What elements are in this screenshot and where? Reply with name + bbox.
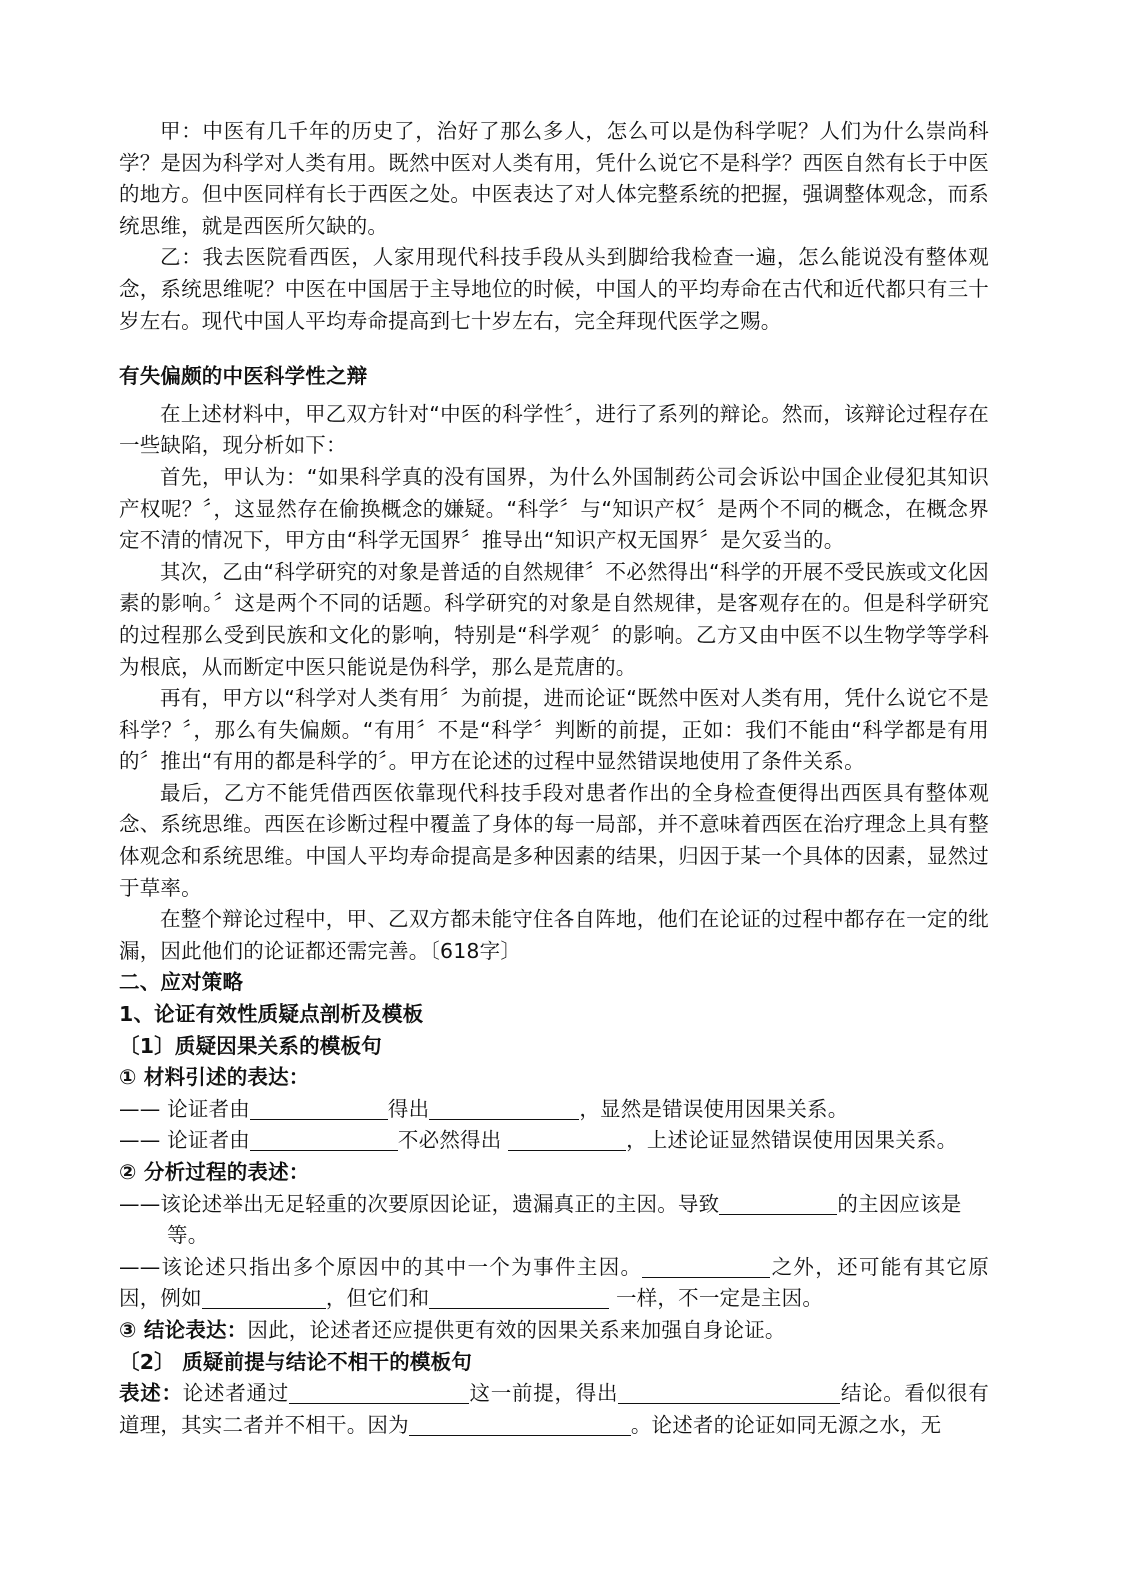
line-text: ，显然是错误使用因果关系。 — [579, 1096, 849, 1121]
essay-title: 有失偏颇的中医科学性之辩 — [119, 364, 368, 389]
essay-paragraph: 最后，乙方不能凭借西医依靠现代科技手段对患者作出的全身检查便得出西医具有整体观念、系统思维。西医在诊断过程中覆盖了身体的每一局部，并不意味着西医在治疗理念上具有整体观念和系统思维。中国人平均寿命提高是多种因素的结果，归因于某一个具体的因素，显然过于草率。 — [119, 780, 989, 900]
line-text: ，上述论证显然错误使用因果关系。 — [626, 1128, 958, 1153]
line-text: 这一前提，得出 — [468, 1381, 619, 1406]
line-text: ——该论述只指出多个原因中的其中一个为事件主因。 — [119, 1254, 643, 1279]
line-text: 结论。看似很有道理，其实二者并不相干。因为 — [119, 1381, 989, 1437]
material-paragraph-yi: 乙：我去医院看西医，人家用现代科技手段从头到脚给我检查一遍，怎么能说没有整体观念，系统思维呢？中医在中国居于主导地位的时候，中国人的平均寿命在古代和近代都只有三十岁左右。现代中国人平均寿命提高到七十岁左右，完全拜现代医学之赐。 — [119, 245, 989, 333]
essay-paragraph: 再有，甲方以“科学对人类有用〞为前提，进而论证“既然中医对人类有用，凭什么说它不是科学？〞，那么有失偏颇。“有用〞不是“科学〞判断的前提，正如：我们不能由“科学都是有用的〞推出“有用的都是科学的〞。甲方在论述的过程中显然错误地使用了条件关系。 — [119, 686, 989, 774]
subsection-heading: 1、论证有效性质疑点剖析及模板 — [119, 1002, 424, 1027]
step-label: 表述： — [119, 1381, 183, 1406]
line-text: ——该论述举出无足轻重的次要原因论证，遗漏真正的主因。导致 — [119, 1191, 720, 1216]
line-text: 不必然得出 — [397, 1128, 502, 1153]
fill-blank — [429, 1095, 579, 1120]
fill-blank — [618, 1379, 840, 1404]
material-paragraph-jia: 甲：中医有几千年的历史了，治好了那么多人，怎么可以是伪科学呢？人们为什么崇尚科学？是因为科学对人类有用。既然中医对人类有用，凭什么说它不是科学？西医自然有长于中医的地方。但中医同样有长于西医之处。中医表达了对人体完整系统的把握，强调整体观念，而系统思维，就是西医所欠缺的。 — [119, 119, 989, 238]
line-text: 因此，论述者还应提供更有效的因果关系来加强自身论证。 — [247, 1317, 786, 1342]
template-line — [119, 1094, 989, 1126]
section-heading: 二、应对策略 — [119, 970, 244, 995]
fill-blank — [202, 1284, 326, 1309]
line-text: 得出 — [387, 1096, 430, 1121]
template-step-conclusion — [119, 1315, 989, 1347]
step-label: ③ 结论表达： — [119, 1317, 248, 1342]
line-text: 一样，不一定是主因。 — [616, 1286, 824, 1311]
line-text: —— 论证者由 — [119, 1128, 250, 1153]
fill-blank — [719, 1190, 837, 1215]
template-step-quote: ① 材料引述的表达： — [119, 1065, 310, 1090]
essay-paragraph: 在整个辩论过程中，甲、乙双方都未能守住各自阵地，他们在论证的过程中都存在一定的纰漏，因此他们的论证都还需完善。〔618字〕 — [119, 907, 989, 963]
line-text: —— 论证者由 — [119, 1096, 250, 1121]
template-title-causal: 〔1〕质疑因果关系的模板句 — [119, 1033, 382, 1058]
essay-paragraph: 在上述材料中，甲乙双方针对“中医的科学性〞，进行了系列的辩论。然而，该辩论过程存在一些缺陷，现分析如下： — [119, 401, 989, 458]
document-body — [119, 116, 989, 1441]
line-text: 。论述者的论证如同无源之水，无 — [630, 1412, 942, 1437]
template-line — [119, 1125, 989, 1157]
line-text: ，但它们和 — [325, 1286, 430, 1311]
fill-blank — [250, 1095, 388, 1120]
fill-blank — [250, 1126, 398, 1151]
template-title-irrelevant: 〔2〕 质疑前提与结论不相干的模板句 — [119, 1349, 472, 1374]
template-line — [119, 1252, 989, 1315]
essay-paragraph: 首先，甲认为：“如果科学真的没有国界，为什么外国制药公司会诉讼中国企业侵犯其知识产权呢？〞，这显然存在偷换概念的嫌疑。“科学〞与“知识产权〞是两个不同的概念，在概念界定不清的情况下，甲方由“科学无国界〞推导出“知识产权无国界〞是欠妥当的。 — [119, 464, 989, 553]
fill-blank — [429, 1284, 609, 1309]
template-line — [119, 1189, 989, 1221]
fill-blank — [409, 1411, 631, 1436]
template-line — [119, 1378, 989, 1441]
fill-blank — [289, 1379, 469, 1404]
fill-blank — [642, 1253, 770, 1278]
template-line-continuation: 等。 — [167, 1223, 209, 1248]
essay-paragraph: 其次，乙由“科学研究的对象是普适的自然规律〞不必然得出“科学的开展不受民族或文化因素的影响。〞这是两个不同的话题。科学研究的对象是自然规律，是客观存在的。但是科学研究的过程那么受到民族和文化的影响，特别是“科学观〞的影响。乙方又由中医不以生物学等学科为根底，从而断定中医只能说是伪科学，那么是荒唐的。 — [119, 559, 989, 679]
line-text: 之外，还可能有其它原因，例如 — [119, 1254, 989, 1311]
template-step-analysis: ② 分析过程的表述： — [119, 1160, 310, 1184]
line-text: 的主因应该是 — [837, 1191, 962, 1216]
line-text: 论述者通过 — [182, 1381, 289, 1406]
fill-blank — [508, 1126, 626, 1151]
